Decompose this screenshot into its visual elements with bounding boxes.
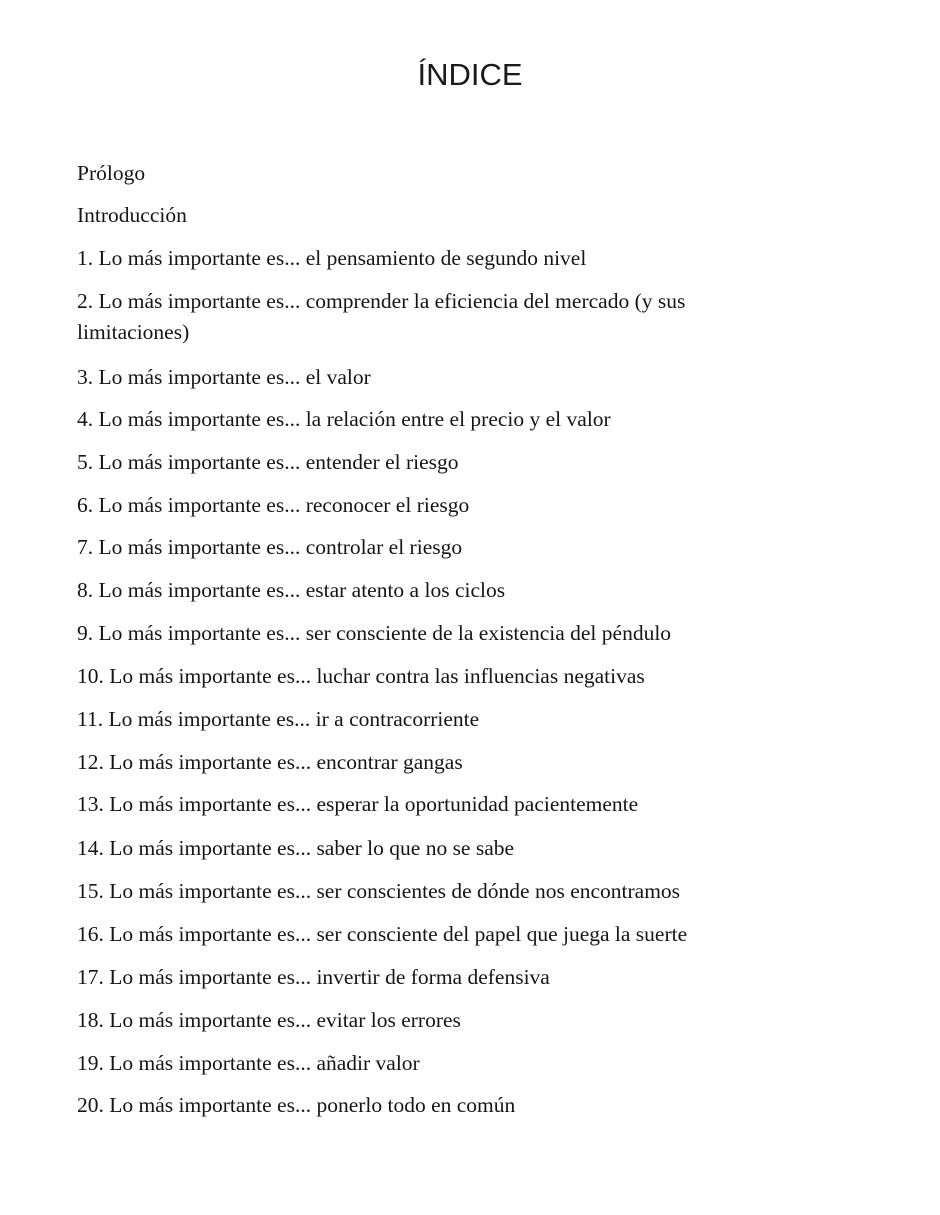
toc-entry-11: 11. Lo más importante es... ir a contracorriente: [77, 707, 480, 731]
toc-entry-13: 13. Lo más importante es... esperar la oportunidad pacientemente: [77, 792, 639, 816]
page-title: ÍNDICE: [417, 57, 523, 92]
toc-entry-17: 17. Lo más importante es... invertir de forma defensiva: [77, 965, 550, 989]
toc-entry-18: 18. Lo más importante es... evitar los errores: [77, 1008, 461, 1032]
toc-entry-8: 8. Lo más importante es... estar atento a los ciclos: [77, 578, 506, 602]
toc-entry-3: 3. Lo más importante es... el valor: [77, 365, 371, 389]
toc-entry-20: 20. Lo más importante es... ponerlo todo en común: [77, 1093, 516, 1117]
toc-entry-16: 16. Lo más importante es... ser consciente del papel que juega la suerte: [77, 922, 688, 946]
toc-entry-9: 9. Lo más importante es... ser consciente de la existencia del péndulo: [77, 621, 672, 645]
toc-entry-1: 1. Lo más importante es... el pensamiento de segundo nivel: [77, 246, 587, 270]
toc-entry-2: 2. Lo más importante es... comprender la eficiencia del mercado (y sus limitaciones): [77, 289, 686, 344]
toc-entry-14: 14. Lo más importante es... saber lo que no se sabe: [77, 836, 515, 860]
toc-entry-19: 19. Lo más importante es... añadir valor: [77, 1051, 420, 1075]
toc-entry-12: 12. Lo más importante es... encontrar gangas: [77, 750, 463, 774]
toc-entry-15: 15. Lo más importante es... ser conscientes de dónde nos encontramos: [77, 879, 681, 903]
toc-entry-prologo: Prólogo: [77, 161, 146, 185]
toc-entry-7: 7. Lo más importante es... controlar el riesgo: [77, 535, 463, 559]
toc-entry-introduccion: Introducción: [77, 203, 187, 227]
toc-entry-4: 4. Lo más importante es... la relación entre el precio y el valor: [77, 407, 611, 431]
toc-entry-10: 10. Lo más importante es... luchar contra las influencias negativas: [77, 664, 645, 688]
toc-entry-6: 6. Lo más importante es... reconocer el riesgo: [77, 493, 470, 517]
toc-entry-5: 5. Lo más importante es... entender el riesgo: [77, 450, 459, 474]
